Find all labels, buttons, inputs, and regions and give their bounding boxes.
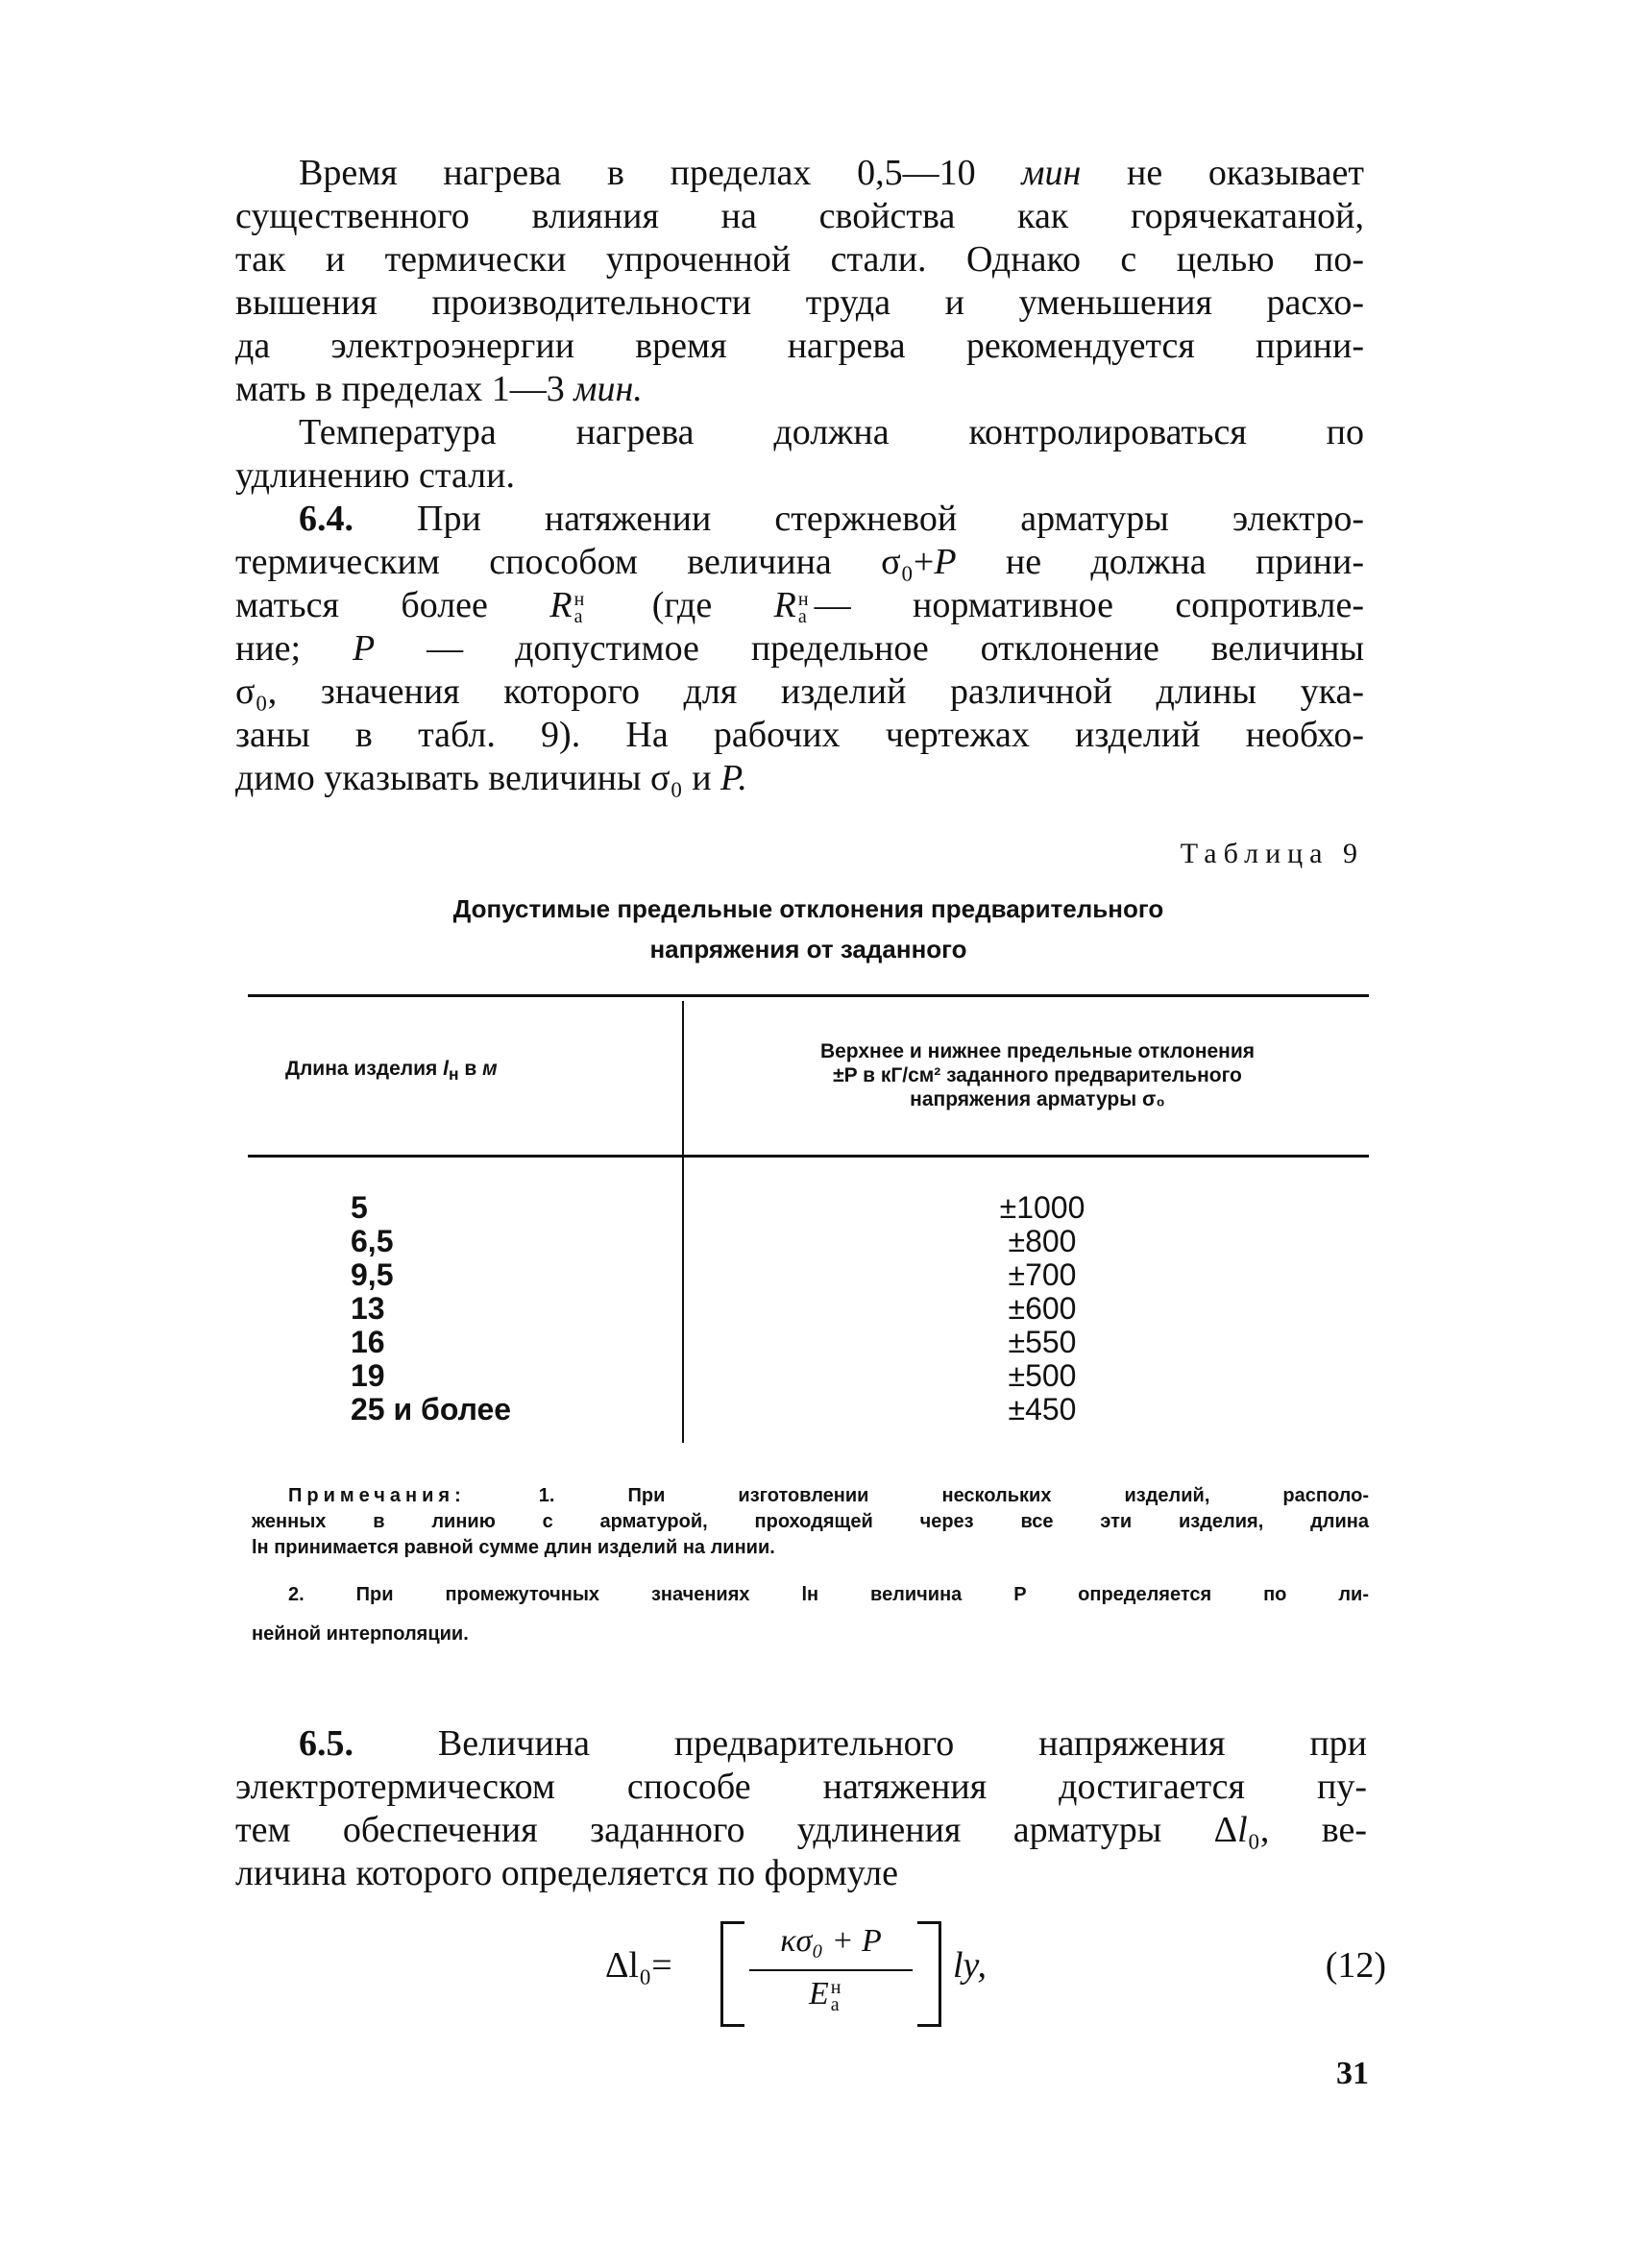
cell-length: 25 и более — [351, 1392, 512, 1427]
text-line — [235, 671, 1364, 714]
header-line: ±P в кГ/см² заданного предварительного — [833, 1064, 1242, 1086]
text-line — [235, 541, 1364, 584]
table-header-rule — [248, 1155, 1369, 1158]
table-column-divider — [682, 1001, 684, 1443]
text-run: l — [1237, 1810, 1248, 1850]
text-run: не оказывает — [1081, 153, 1365, 193]
den-e: E — [809, 1976, 829, 2012]
text-run: вышения производительности труда и уменьшения расхо- — [235, 282, 1364, 323]
text-line — [235, 238, 1364, 281]
text-line — [235, 757, 1364, 800]
note-line: женных в линию с арматурой, проходящей через все эти изделия, длина — [252, 1511, 1369, 1532]
subscript: а — [573, 606, 583, 628]
symbol-r-a-n — [549, 584, 590, 627]
header-text: Длина изделия — [285, 1058, 444, 1080]
text-run: да электроэнергии время нагрева рекомендуется прини- — [235, 326, 1364, 366]
text-run: P — [934, 542, 957, 582]
text-run: термическим способом величина σ₀+ — [235, 542, 935, 582]
text-run: заны в табл. 9). На рабочих чертежах изделий необхо- — [235, 715, 1364, 755]
text-run: Температура нагрева должна контролироваться по — [299, 412, 1364, 452]
text-run: P. — [720, 758, 747, 798]
text-run: тем обеспечения заданного удлинения арматуры Δ — [235, 1810, 1238, 1850]
formula-rhs: lу, — [953, 1945, 988, 1986]
den-sup: н — [830, 1977, 841, 1999]
page-number: 31 — [1336, 2056, 1369, 2091]
text-line — [235, 498, 1364, 541]
text-run: Величина предварительного напряжения при — [354, 1723, 1367, 1764]
cell-deviation: ±800 — [1008, 1224, 1077, 1258]
text-run: σ₀, значения которого для изделий различной длины ука- — [235, 671, 1364, 712]
text-run: так и термически упроченной стали. Однако с целью по- — [235, 239, 1364, 280]
var-l: l — [443, 1058, 449, 1080]
text-run: ₀, ве- — [1247, 1810, 1367, 1850]
superscript: н — [797, 589, 809, 611]
text-run: удлинению стали. — [235, 455, 515, 496]
text-run: мать в пределах 1—3 — [235, 369, 574, 409]
text-run: — нормативное сопротивле- — [814, 585, 1364, 625]
table-notes — [252, 1484, 1369, 1648]
text-line — [235, 152, 1364, 195]
subscript: а — [797, 606, 807, 628]
cell-deviation: ±700 — [1008, 1257, 1077, 1292]
text-run: ние; — [235, 628, 354, 669]
symbol-r-a-n — [774, 584, 815, 627]
symbol: R — [773, 585, 796, 625]
cell-deviation: ±500 — [1008, 1358, 1077, 1393]
section-number: 6.4. — [299, 499, 354, 539]
cell-length: 16 — [351, 1325, 385, 1359]
cell-length: 19 — [351, 1358, 385, 1393]
text-line — [235, 195, 1364, 238]
text-line — [235, 281, 1364, 325]
notes-label: Примечания: — [288, 1485, 466, 1506]
formula-lhs: Δl₀= — [605, 1945, 672, 1986]
section-6-5 — [235, 1722, 1367, 1895]
text-line — [235, 1766, 1367, 1809]
symbol: R — [549, 585, 573, 625]
header-deviation — [701, 1039, 1374, 1111]
text-line — [235, 1722, 1367, 1766]
text-line — [235, 584, 1364, 627]
cell-length: 6,5 — [351, 1224, 394, 1258]
text-line — [235, 1809, 1367, 1852]
den-indices — [830, 1977, 841, 2016]
text-run: (где — [590, 585, 774, 625]
deviation-column — [961, 1191, 1124, 1427]
indices — [573, 589, 585, 628]
formula-denominator — [809, 1975, 846, 2016]
superscript: н — [573, 589, 585, 611]
text-run: — допустимое предельное отклонение величины — [375, 628, 1364, 669]
text-run: димо указывать величины σ₀ и — [235, 758, 721, 798]
text-run: не должна прини- — [956, 542, 1365, 582]
indices — [797, 589, 809, 628]
header-line: Верхнее и нижнее предельные отклонения — [819, 1040, 1256, 1062]
text-line — [235, 454, 1364, 498]
cell-length: 5 — [351, 1190, 368, 1225]
header-length — [285, 1057, 498, 1086]
cell-length: 9,5 — [351, 1257, 394, 1292]
text-run: мин. — [573, 369, 643, 409]
fraction-bar — [749, 1969, 913, 1971]
text-run: существенного влияния на свойства как горячекатаной, — [235, 196, 1364, 236]
unit: м — [482, 1058, 498, 1080]
text-line — [235, 627, 1364, 671]
cell-deviation: ±450 — [1008, 1392, 1077, 1427]
formula-number: (12) — [1325, 1945, 1386, 1986]
right-bracket — [917, 1921, 941, 2027]
sub-n: н — [448, 1064, 459, 1085]
text-run: маться более — [235, 585, 550, 625]
formula-numerator: κσ₀ + P — [780, 1923, 882, 1959]
text-run: При натяжении стержневой арматуры электро- — [354, 499, 1364, 539]
note-line: 2. При промежуточных значениях lн величина P определяется по ли- — [288, 1584, 1369, 1605]
table-title-line: Допустимые предельные отклонения предварительного — [452, 894, 1164, 923]
text-run: P — [353, 628, 376, 669]
note-line: 1. При изготовлении нескольких изделий, располо- — [465, 1485, 1369, 1506]
text-run: электротермическом способе натяжения достигается пу- — [235, 1767, 1367, 1807]
cell-deviation: ±600 — [1008, 1291, 1077, 1326]
text-run: мин — [1021, 153, 1082, 193]
cell-deviation: ±1000 — [999, 1190, 1085, 1225]
note-line: lн принимается равной сумме длин изделий на линии. — [252, 1537, 775, 1558]
table-title — [248, 889, 1369, 969]
body-text — [235, 152, 1364, 800]
table-top-rule — [248, 994, 1369, 997]
header-line: напряжения арматуры σ₀ — [910, 1088, 1165, 1110]
text-line — [235, 714, 1364, 757]
text-line — [235, 1852, 1367, 1895]
den-sub: а — [830, 1994, 840, 2016]
note-line: нейной интерполяции. — [252, 1623, 469, 1645]
table-caption: Таблица 9 — [1180, 838, 1364, 869]
table-title-line: напряжения от заданного — [649, 935, 967, 963]
cell-deviation: ±550 — [1008, 1325, 1077, 1359]
text-line — [235, 411, 1364, 454]
text-line — [235, 325, 1364, 368]
text-run: Время нагрева в пределах 0,5—10 — [299, 153, 1022, 193]
text-line — [235, 368, 1364, 411]
header-text: в — [458, 1058, 483, 1080]
section-number: 6.5. — [299, 1723, 354, 1764]
cell-length: 13 — [351, 1291, 385, 1326]
length-column — [351, 1191, 511, 1427]
left-bracket — [720, 1921, 744, 2027]
text-run: личина которого определяется по формуле — [235, 1853, 898, 1893]
